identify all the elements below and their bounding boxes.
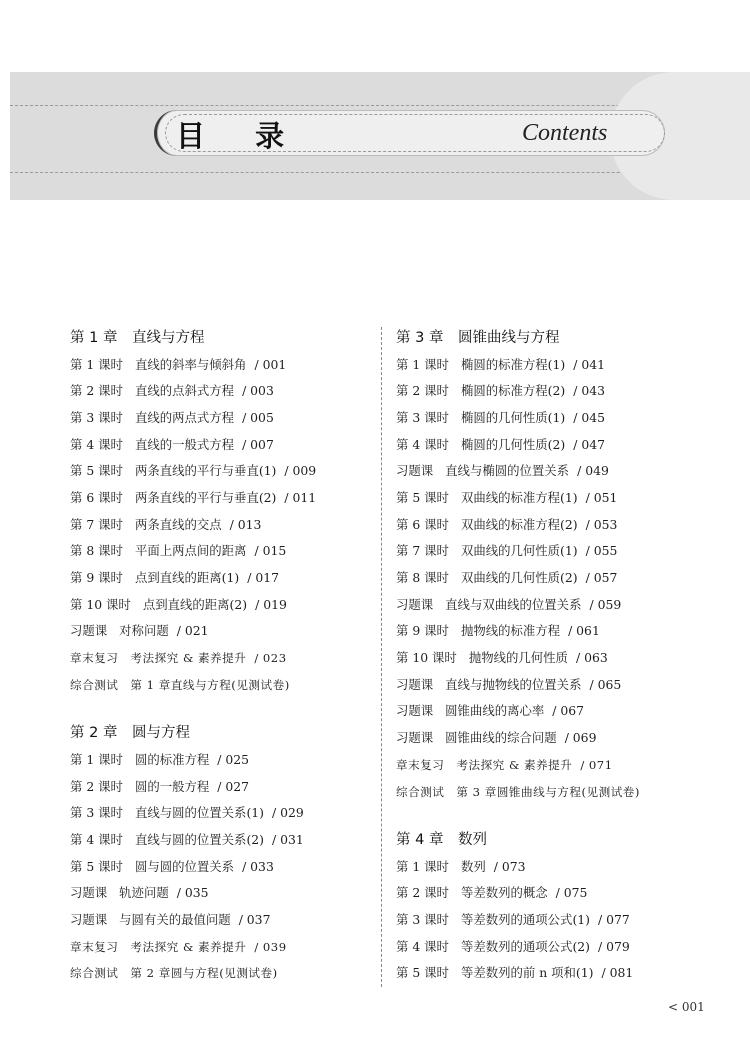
entry-page: / 049 — [577, 463, 609, 479]
entry-title: 等差数列的概念 — [460, 885, 548, 901]
toc-entry[interactable] — [396, 880, 716, 907]
chapter-section — [396, 325, 716, 805]
entry-lesson: 第 3 课时 — [396, 912, 449, 928]
entry-lesson: 第 9 课时 — [396, 623, 449, 639]
entry-page: / 073 — [493, 858, 526, 874]
page-number: < 001 — [668, 1000, 705, 1014]
entry-page: / 021 — [176, 623, 209, 639]
entry-lesson: 第 3 课时 — [396, 409, 449, 425]
toc-entry[interactable] — [70, 800, 390, 827]
toc-entry[interactable] — [70, 565, 390, 592]
toc-right-column — [396, 325, 716, 987]
chapter-section — [70, 325, 390, 698]
entry-lesson: 习题课 — [396, 703, 434, 719]
entry-lesson: 第 2 课时 — [70, 383, 123, 399]
entry-lesson: 综合测试 — [70, 966, 119, 981]
toc-entry[interactable] — [396, 672, 716, 699]
toc-entry[interactable] — [70, 485, 390, 512]
entry-title: 双曲线的几何性质(2) — [460, 570, 578, 585]
toc-entry[interactable] — [70, 458, 390, 485]
toc-entry[interactable] — [70, 512, 390, 539]
entry-lesson: 习题课 — [396, 596, 434, 612]
chapter-heading: 第 2 章 圆与方程 — [70, 725, 190, 742]
toc-entry[interactable] — [70, 960, 390, 987]
page-title-english: Contents — [522, 120, 608, 146]
entry-title: 双曲线的标准方程(2) — [460, 516, 578, 532]
entry-title: 与圆有关的最值问题 — [119, 912, 231, 928]
toc-entry[interactable] — [70, 592, 390, 619]
toc-entry[interactable] — [396, 618, 716, 645]
chapter-heading: 第 1 章 直线与方程 — [70, 330, 205, 346]
toc-entry[interactable] — [70, 672, 390, 699]
entry-title: 椭圆的几何性质(1) — [460, 409, 566, 425]
entry-title: 考法探究 & 素养提升 — [130, 651, 247, 666]
entry-title: 抛物线的标准方程 — [460, 623, 561, 639]
entry-title: 直线与圆的位置关系(2) — [134, 832, 265, 847]
toc-entry[interactable] — [396, 854, 716, 881]
entry-page: / 067 — [552, 703, 585, 719]
entry-title: 直线与抛物线的位置关系 — [445, 676, 582, 692]
toc-entry[interactable] — [70, 934, 390, 961]
entry-lesson: 第 2 课时 — [396, 383, 449, 399]
entry-lesson: 第 4 课时 — [70, 832, 123, 847]
toc-entry[interactable] — [396, 538, 716, 565]
entry-title: 圆锥曲线的综合问题 — [445, 730, 557, 746]
toc-entry[interactable] — [70, 432, 390, 459]
toc-entry[interactable] — [70, 618, 390, 645]
entry-page: / 059 — [589, 596, 622, 612]
entry-title: 两条直线的平行与垂直(2) — [134, 489, 277, 505]
entry-page: / 077 — [598, 912, 630, 928]
entry-title: 平面上两点间的距离 — [134, 543, 247, 559]
entry-title: 椭圆的几何性质(2) — [460, 436, 566, 452]
toc-entry[interactable] — [70, 827, 390, 854]
entry-lesson: 习题课 — [396, 730, 434, 746]
entry-lesson: 第 6 课时 — [396, 516, 449, 532]
entry-lesson: 第 4 课时 — [396, 436, 449, 452]
toc-entry[interactable] — [396, 485, 716, 512]
entry-page: / 005 — [242, 409, 274, 425]
entry-lesson: 习题课 — [70, 912, 108, 928]
entry-title: 圆锥曲线的离心率 — [445, 703, 545, 719]
chapter-section — [396, 827, 716, 987]
chapter-heading: 第 4 章 数列 — [396, 832, 487, 849]
entry-lesson: 习题课 — [396, 676, 434, 692]
entry-page: / 009 — [284, 463, 317, 479]
entry-title: 直线的斜率与倾斜角 — [134, 356, 247, 372]
entry-title: 直线与圆的位置关系(1) — [134, 805, 265, 821]
toc-entry[interactable] — [396, 458, 716, 485]
entry-title: 第 1 章直线与方程(见测试卷) — [130, 677, 290, 692]
entry-page: / 055 — [585, 543, 618, 559]
entry-lesson: 第 5 课时 — [396, 489, 449, 505]
entry-title: 等差数列的通项公式(2) — [460, 938, 591, 954]
entry-lesson: 第 4 课时 — [70, 436, 123, 452]
entry-list — [70, 747, 390, 987]
entry-list — [396, 352, 716, 806]
entry-lesson: 第 1 课时 — [396, 356, 449, 372]
entry-page: / 029 — [272, 805, 304, 821]
entry-title: 点到直线的距离(1) — [134, 570, 240, 585]
toc-entry[interactable] — [70, 774, 390, 801]
entry-lesson: 第 4 课时 — [396, 938, 449, 954]
entry-title: 数列 — [460, 858, 486, 874]
entry-page: / 033 — [242, 858, 274, 874]
entry-page: / 013 — [229, 516, 262, 532]
toc-entry[interactable] — [396, 645, 716, 672]
entry-page: / 039 — [254, 939, 287, 954]
entry-lesson: 第 7 课时 — [396, 543, 449, 559]
entry-title: 椭圆的标准方程(2) — [460, 383, 566, 399]
entry-page: / 053 — [585, 516, 618, 532]
entry-title: 圆的标准方程 — [134, 751, 210, 767]
entry-page: / 019 — [255, 596, 287, 612]
entry-lesson: 第 10 课时 — [70, 596, 131, 612]
column-divider — [381, 327, 382, 987]
entry-lesson: 第 2 课时 — [70, 778, 123, 794]
entry-lesson: 章末复习 — [70, 939, 119, 954]
entry-title: 椭圆的标准方程(1) — [460, 356, 566, 372]
entry-title: 考法探究 & 素养提升 — [130, 939, 247, 954]
entry-lesson: 章末复习 — [70, 651, 119, 666]
entry-page: / 045 — [573, 409, 605, 425]
toc-entry[interactable] — [396, 907, 716, 934]
chapter-heading: 第 3 章 圆锥曲线与方程 — [396, 330, 560, 346]
entry-title: 直线的两点式方程 — [134, 409, 235, 425]
entry-lesson: 第 3 课时 — [70, 409, 123, 425]
entry-lesson: 第 7 课时 — [70, 516, 123, 532]
toc-entry[interactable] — [396, 565, 716, 592]
entry-title: 直线的一般式方程 — [134, 436, 235, 452]
entry-page: / 061 — [568, 623, 600, 639]
entry-title: 两条直线的交点 — [134, 516, 222, 532]
entry-page: / 003 — [242, 383, 274, 399]
toc-entry[interactable] — [396, 405, 716, 432]
toc-entry[interactable] — [70, 854, 390, 881]
entry-page: / 015 — [254, 543, 287, 559]
entry-lesson: 习题课 — [70, 885, 108, 901]
toc-entry[interactable] — [396, 960, 716, 987]
entry-page: / 071 — [580, 757, 613, 772]
toc-entry[interactable] — [396, 752, 716, 779]
page-title: 目 录 — [176, 119, 305, 153]
toc-entry[interactable] — [70, 747, 390, 774]
entry-title: 直线的点斜式方程 — [134, 383, 235, 399]
entry-page: / 025 — [217, 751, 250, 767]
entry-title: 第 2 章圆与方程(见测试卷) — [130, 966, 278, 981]
entry-lesson: 第 1 课时 — [396, 858, 449, 874]
entry-page: / 043 — [573, 383, 605, 399]
entry-lesson: 第 1 课时 — [70, 751, 123, 767]
entry-lesson: 第 8 课时 — [70, 543, 123, 559]
entry-lesson: 综合测试 — [396, 784, 445, 799]
entry-lesson: 第 2 课时 — [396, 885, 449, 901]
entry-page: / 079 — [598, 938, 630, 954]
entry-page: / 047 — [573, 436, 605, 452]
entry-title: 考法探究 & 素养提升 — [456, 757, 573, 772]
entry-title: 等差数列的通项公式(1) — [460, 912, 591, 928]
entry-page: / 075 — [555, 885, 588, 901]
entry-title: 点到直线的距离(2) — [142, 596, 248, 612]
entry-page: / 011 — [284, 489, 317, 505]
entry-title: 圆与圆的位置关系 — [134, 858, 235, 874]
entry-title: 等差数列的前 n 项和(1) — [460, 965, 594, 981]
entry-lesson: 第 5 课时 — [70, 858, 123, 874]
toc-entry[interactable] — [70, 880, 390, 907]
entry-lesson: 习题课 — [396, 463, 434, 479]
entry-lesson: 第 3 课时 — [70, 805, 123, 821]
entry-page: / 057 — [585, 570, 618, 585]
entry-lesson: 第 6 课时 — [70, 489, 123, 505]
entry-page: / 051 — [585, 489, 618, 505]
toc-entry[interactable] — [396, 432, 716, 459]
chapter-gap — [70, 698, 390, 720]
entry-page: / 017 — [247, 570, 279, 585]
entry-title: 抛物线的几何性质 — [468, 650, 568, 666]
entry-page: / 007 — [242, 436, 274, 452]
entry-list — [70, 352, 390, 699]
toc-entry[interactable] — [70, 378, 390, 405]
toc-entry[interactable] — [396, 725, 716, 752]
entry-page: / 069 — [564, 730, 597, 746]
toc-entry[interactable] — [70, 538, 390, 565]
entry-title: 圆的一般方程 — [134, 778, 210, 794]
entry-page: / 065 — [589, 676, 622, 692]
toc-entry[interactable] — [396, 512, 716, 539]
toc-left-column — [70, 325, 390, 987]
toc-entry[interactable] — [70, 645, 390, 672]
entry-lesson: 第 8 课时 — [396, 570, 449, 585]
toc-entry[interactable] — [396, 378, 716, 405]
toc-entry[interactable] — [396, 934, 716, 961]
entry-page: / 037 — [238, 912, 271, 928]
toc-entry[interactable] — [70, 907, 390, 934]
entry-lesson: 第 5 课时 — [70, 463, 123, 479]
entry-page: / 027 — [217, 778, 250, 794]
entry-page: / 031 — [272, 832, 304, 847]
chapter-section — [70, 720, 390, 987]
entry-page: / 081 — [601, 965, 634, 981]
entry-lesson: 第 1 课时 — [70, 356, 123, 372]
entry-title: 双曲线的几何性质(1) — [460, 543, 578, 559]
entry-title: 第 3 章圆锥曲线与方程(见测试卷) — [456, 784, 640, 799]
entry-title: 对称问题 — [119, 623, 169, 639]
entry-title: 两条直线的平行与垂直(1) — [134, 463, 277, 479]
toc-entry[interactable] — [396, 698, 716, 725]
entry-title: 轨迹问题 — [119, 885, 169, 901]
toc-entry[interactable] — [70, 405, 390, 432]
toc-entry[interactable] — [396, 779, 716, 806]
chapter-gap — [396, 805, 716, 827]
toc-entry[interactable] — [70, 352, 390, 379]
entry-page: / 035 — [176, 885, 209, 901]
entry-title: 双曲线的标准方程(1) — [460, 489, 578, 505]
entry-lesson: 习题课 — [70, 623, 108, 639]
entry-lesson: 综合测试 — [70, 677, 119, 692]
entry-page: / 063 — [575, 650, 608, 666]
entry-page: / 001 — [254, 356, 287, 372]
toc-entry[interactable] — [396, 352, 716, 379]
entry-title: 直线与椭圆的位置关系 — [445, 463, 570, 479]
entry-title: 直线与双曲线的位置关系 — [445, 596, 582, 612]
entry-lesson: 第 9 课时 — [70, 570, 123, 585]
entry-lesson: 章末复习 — [396, 757, 445, 772]
entry-page: / 023 — [254, 651, 287, 666]
entry-page: / 041 — [573, 356, 605, 372]
entry-lesson: 第 10 课时 — [396, 650, 457, 666]
entry-list — [396, 854, 716, 987]
toc-entry[interactable] — [396, 592, 716, 619]
entry-lesson: 第 5 课时 — [396, 965, 449, 981]
